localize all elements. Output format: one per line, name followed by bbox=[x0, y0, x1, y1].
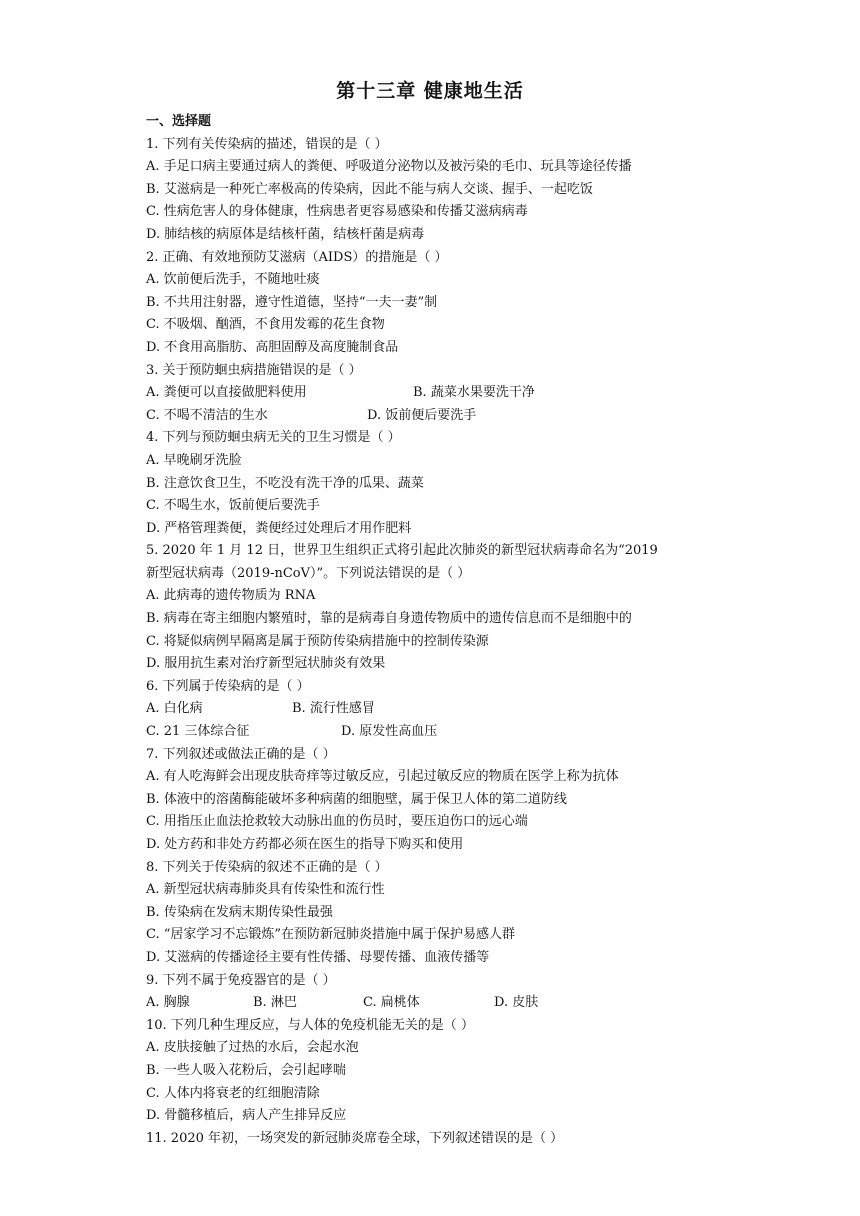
question-6-option-b[interactable]: B. 流行性感冒 bbox=[292, 701, 375, 717]
question-9-stem: 9. 下列不属于免疫器官的是（ ） bbox=[146, 972, 336, 988]
question-1-option-b[interactable]: B. 艾滋病是一种死亡率极高的传染病，因此不能与病人交谈、握手、一起吃饭 bbox=[146, 181, 593, 197]
question-2-option-d[interactable]: D. 不食用高脂肪、高胆固醇及高度腌制食品 bbox=[146, 339, 399, 355]
question-2-option-b[interactable]: B. 不共用注射器，遵守性道德，坚持“一夫一妻”制 bbox=[146, 294, 438, 310]
question-6-option-d[interactable]: D. 原发性高血压 bbox=[341, 724, 438, 740]
question-8-option-d[interactable]: D. 艾滋病的传播途径主要有性传播、母婴传播、血液传播等 bbox=[146, 949, 490, 965]
question-10-stem: 10. 下列几种生理反应，与人体的免疫机能无关的是（ ） bbox=[146, 1017, 474, 1033]
question-2-option-c[interactable]: C. 不吸烟、酗酒，不食用发霉的花生食物 bbox=[146, 317, 385, 333]
page-title: 第十三章 健康地生活 bbox=[336, 80, 524, 102]
question-1-option-d[interactable]: D. 肺结核的病原体是结核杆菌，结核杆菌是病毒 bbox=[146, 226, 425, 242]
question-4-option-b[interactable]: B. 注意饮食卫生，不吃没有洗干净的瓜果、蔬菜 bbox=[146, 475, 424, 491]
question-8-option-a[interactable]: A. 新型冠状病毒肺炎具有传染性和流行性 bbox=[146, 882, 385, 898]
question-1-option-c[interactable]: C. 性病危害人的身体健康，性病患者更容易感染和传播艾滋病病毒 bbox=[146, 204, 528, 220]
question-3-options-row-1 bbox=[146, 382, 726, 405]
question-9-options-row bbox=[146, 992, 726, 1015]
question-3-option-a[interactable]: A. 粪便可以直接做肥料使用 bbox=[146, 385, 307, 401]
question-9-option-c[interactable]: C. 扁桃体 bbox=[363, 995, 420, 1011]
question-9-option-b[interactable]: B. 淋巴 bbox=[253, 995, 297, 1011]
question-10-option-d[interactable]: D. 骨髓移植后，病人产生排异反应 bbox=[146, 1108, 347, 1124]
question-6-options-row-1 bbox=[146, 698, 726, 721]
question-5-option-a[interactable]: A. 此病毒的遗传物质为 RNA bbox=[146, 588, 316, 604]
question-3-option-c[interactable]: C. 不喝不清洁的生水 bbox=[146, 407, 268, 423]
question-7-option-d[interactable]: D. 处方药和非处方药都必须在医生的指导下购买和使用 bbox=[146, 837, 464, 852]
question-1-option-a[interactable]: A. 手足口病主要通过病人的粪便、呼吸道分泌物以及被污染的毛巾、玩具等途径传播 bbox=[146, 159, 632, 175]
question-5-option-b[interactable]: B. 病毒在寄主细胞内繁殖时，靠的是病毒自身遗传物质中的遗传信息而不是细胞中的 bbox=[146, 611, 632, 627]
question-6-options-row-2 bbox=[146, 721, 726, 744]
question-3-option-d[interactable]: D. 饭前便后要洗手 bbox=[367, 407, 477, 423]
question-2-stem: 2. 正确、有效地预防艾滋病（AIDS）的措施是（ ） bbox=[146, 249, 448, 265]
question-10-option-b[interactable]: B. 一些人吸入花粉后，会引起哮喘 bbox=[146, 1062, 346, 1078]
question-7-option-c[interactable]: C. 用指压止血法抢救较大动脉出血的伤员时，要压迫伤口的远心端 bbox=[146, 814, 528, 830]
question-8-option-b[interactable]: B. 传染病在发病末期传染性最强 bbox=[146, 904, 333, 920]
section-heading: 一、选择题 bbox=[146, 114, 212, 129]
question-6-option-a[interactable]: A. 白化病 bbox=[146, 701, 203, 717]
question-9-option-a[interactable]: A. 胸腺 bbox=[146, 995, 190, 1011]
question-5-stem-continued: 新型冠状病毒（2019-nCoV）”。下列说法错误的是（ ） bbox=[146, 565, 471, 581]
question-8-stem: 8. 下列关于传染病的叙述不正确的是（ ） bbox=[146, 859, 388, 875]
question-5-option-d[interactable]: D. 服用抗生素对治疗新型冠状肺炎有效果 bbox=[146, 656, 386, 672]
question-10-option-c[interactable]: C. 人体内将衰老的红细胞清除 bbox=[146, 1085, 320, 1101]
question-3-stem: 3. 关于预防蛔虫病措施错误的是（ ） bbox=[146, 362, 362, 378]
question-4-option-a[interactable]: A. 早晚刷牙洗脸 bbox=[146, 452, 242, 468]
question-10-option-a[interactable]: A. 皮肤接触了过热的水后，会起水泡 bbox=[146, 1040, 359, 1056]
question-list bbox=[146, 111, 726, 1150]
question-1-stem: 1. 下列有关传染病的描述，错误的是（ ） bbox=[146, 136, 388, 152]
question-5-option-c[interactable]: C. 将疑似病例早隔离是属于预防传染病措施中的控制传染源 bbox=[146, 633, 489, 649]
question-3-option-b[interactable]: B. 蔬菜水果要洗干净 bbox=[413, 385, 535, 401]
question-7-option-a[interactable]: A. 有人吃海鲜会出现皮肤奇痒等过敏反应，引起过敏反应的物质在医学上称为抗体 bbox=[146, 769, 619, 785]
question-11-stem: 11. 2020 年初，一场突发的新冠肺炎席卷全球，下列叙述错误的是（ ） bbox=[146, 1130, 564, 1146]
question-2-option-a[interactable]: A. 饮前便后洗手，不随地吐痰 bbox=[146, 272, 320, 288]
question-7-stem: 7. 下列叙述或做法正确的是（ ） bbox=[146, 746, 336, 762]
question-4-stem: 4. 下列与预防蛔虫病无关的卫生习惯是（ ） bbox=[146, 430, 401, 446]
question-6-stem: 6. 下列属于传染病的是（ ） bbox=[146, 678, 310, 694]
question-4-option-d[interactable]: D. 严格管理粪便，粪便经过处理后才用作肥料 bbox=[146, 520, 412, 536]
question-4-option-c[interactable]: C. 不喝生水，饭前便后要洗手 bbox=[146, 498, 320, 514]
question-6-option-c[interactable]: C. 21 三体综合征 bbox=[146, 724, 250, 740]
question-5-stem: 5. 2020 年 1 月 12 日，世界卫生组织正式将引起此次肺炎的新型冠状病毒命名为“2019 bbox=[146, 543, 658, 559]
question-7-option-b[interactable]: B. 体液中的溶菌酶能破坏多种病菌的细胞壁，属于保卫人体的第二道防线 bbox=[146, 791, 567, 807]
question-8-option-c[interactable]: C. “居家学习不忘锻炼”在预防新冠肺炎措施中属于保护易感人群 bbox=[146, 927, 516, 943]
question-9-option-d[interactable]: D. 皮肤 bbox=[494, 995, 539, 1011]
question-3-options-row-2 bbox=[146, 405, 726, 428]
